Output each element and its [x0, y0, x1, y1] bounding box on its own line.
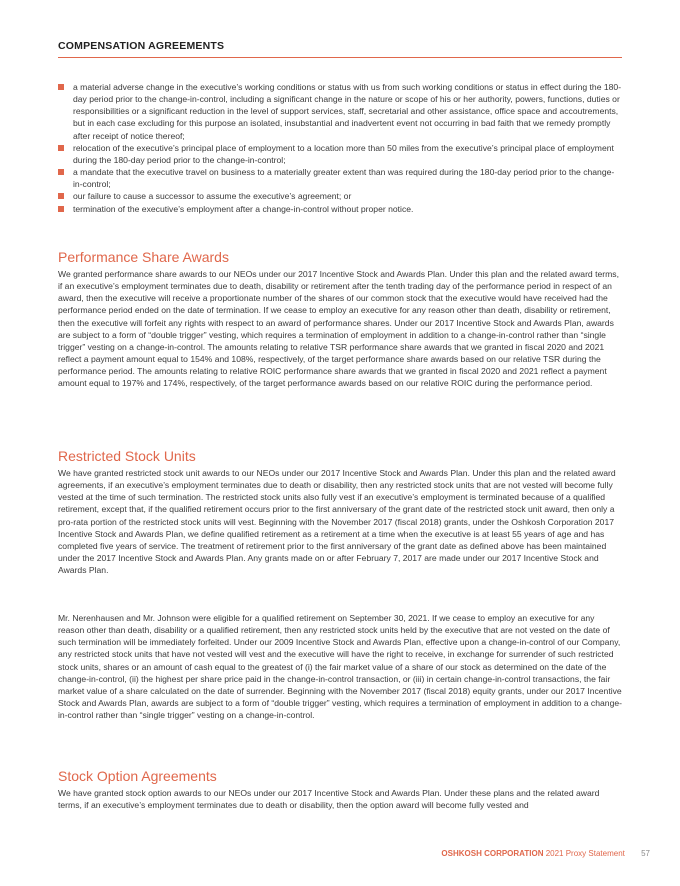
list-item [58, 142, 622, 166]
list-item-text: termination of the executive’s employment after a change-in-control without proper notice. [73, 203, 414, 214]
stock-option-agreements-heading: Stock Option Agreements [58, 768, 217, 784]
page-number: 57 [641, 849, 650, 858]
list-item [58, 203, 622, 215]
performance-share-awards-paragraph: We granted performance share awards to our NEOs under our 2017 Incentive Stock and Awards Plan. Under this plan and the related award terms, if an executive’s employment terminates due to death, disability or retirement after the tenth trading day of the performance period in respect of an award, then the executive will receive a proportionate number of the shares of our common stock that the executive would have received had the performance period ended on the date of termination. If we cease to employ an executive for any reason other than death, disability or retirement, then the executive will forfeit any rights with respect to an award of performance shares. Under our 2017 Incentive Stock and Awards Plan, awards are subject to a form of “double trigger” vesting, which requires a termination of employment in addition to a change-in-control rather than “single trigger” vesting on a change-in-control. The amounts relating to relative TSR performance share awards that we granted in fiscal 2020 and 2021 reflect a payment amount equal to 154% and 108%, respectively, of the target performance share awards based on our relative TSR during the performance period. The amounts relating to relative ROIC performance share awards that we granted in fiscal 2020 and 2021 reflect a payment amount equal to 197% and 174%, respectively, of the target performance awards based on our relative ROIC during the performance period. [58, 269, 619, 389]
list-item [58, 81, 622, 142]
list-item [58, 166, 622, 190]
restricted-stock-units-heading: Restricted Stock Units [58, 448, 196, 464]
list-item-text: a mandate that the executive travel on business to a materially greater extent than was required during the 180-day period prior to the change-in-control; [73, 167, 615, 190]
section-title: COMPENSATION AGREEMENTS [58, 40, 622, 58]
restricted-stock-units-paragraph-1: We have granted restricted stock unit awards to our NEOs under our 2017 Incentive Stock and Awards Plan. Under this plan and the related award agreements, if an executive’s employment terminates due to death or disability, then any restricted stock units that are not vested will become fully vested at the time of such termination. The restricted stock units also fully vest if an executive’s employment is terminated because of a qualified retirement, except that, if the qualified retirement occurs prior to the first anniversary of the grant date of the restricted stock unit award, then only a pro-rata portion of the restricted stock units will vest. Beginning with the November 2017 (fiscal 2018) grants, under the Oshkosh Corporation 2017 Incentive Stock and Awards Plan, we define qualified retirement as a retirement at a time when the executive is at least 55 years of age and has completed five years of service. The treatment of retirement prior to the first anniversary of the grant date as defined above has been maintained under the 2017 Incentive Stock and Awards Plan. Any grants made on or after February 7, 2017 are made under our 2017 Incentive Stock and Awards Plan. [58, 468, 616, 576]
bullet-square-icon [58, 84, 64, 90]
list-item-text: relocation of the executive’s principal place of employment to a location more than 50 miles from the executive’s principal place of employment during the 180-day period prior to the change-in-control; [73, 142, 614, 165]
bullet-square-icon [58, 206, 64, 212]
list-item-text: our failure to cause a successor to assume the executive’s agreement; or [73, 191, 352, 202]
restricted-stock-units-paragraph-2: Mr. Nerenhausen and Mr. Johnson were eligible for a qualified retirement on September 30, 2021. If we cease to employ an executive for any reason other than death, disability or a qualified retirement, then any restricted stock units held by the executive that are not vested on the date of such termination will be immediately forfeited. Under our 2009 Incentive Stock and Awards Plan, effective upon a change-in-control of our Company, any restricted stock units that have not vested will vest and the executive will have the right to receive, in exchange for surrender of such restricted stock units, shares or an amount of cash equal to the greatest of (i) the fair market value of a share of our stock as determined on the date of the change-in-control, (ii) the highest per share price paid in the change-in-control transaction, or (iii) in certain change-in-control transactions, the fair market value of a share calculated on the date of surrender. Beginning with the November 2017 (fiscal 2018) equity grants, under our 2017 Incentive Stock and Awards Plan, awards are subject to a form of “double trigger” vesting, which requires a termination of employment in addition to a change-in-control rather than “single trigger” vesting on a change-in-control. [58, 613, 622, 721]
bullet-square-icon [58, 169, 64, 175]
change-in-control-bullet-list [58, 81, 622, 215]
bullet-square-icon [58, 193, 64, 199]
stock-option-agreements-paragraph: We have granted stock option awards to our NEOs under our 2017 Incentive Stock and Awards Plan. Under these plans and the related award terms, if an executive’s employment terminates due to death or disability, then the option award will become fully vested and [58, 788, 600, 811]
list-item-text: a material adverse change in the executive’s working conditions or status with us from such working conditions or status in effect during the 180-day period prior to the change-in-control, including a significant change in the nature or scope of his or her authority, powers, functions, duties or responsibilities or a significant reduction in the level of support services, staff, secretarial and other assistance, office space and accoutrements, but in each case excluding for this purpose an isolated, insubstantial and inadvertent event not occurring in bad faith that we remedy promptly after receipt of notice thereof; [73, 82, 622, 141]
page-footer [441, 849, 650, 858]
bullet-square-icon [58, 145, 64, 151]
footer-document-title: 2021 Proxy Statement [545, 849, 625, 858]
list-item [58, 190, 622, 202]
performance-share-awards-heading: Performance Share Awards [58, 249, 229, 265]
footer-brand: OSHKOSH CORPORATION [441, 849, 544, 858]
